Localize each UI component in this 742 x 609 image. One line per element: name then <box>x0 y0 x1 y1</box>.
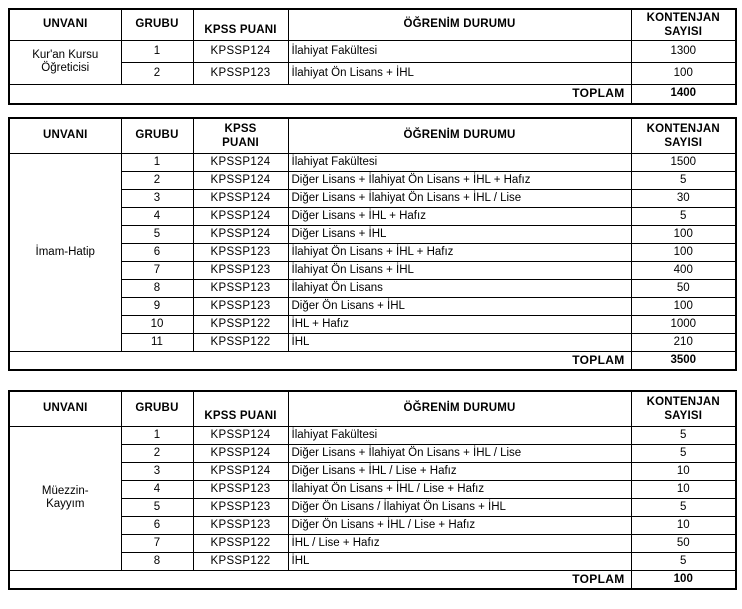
ogrenim-durumu-cell: İlahiyat Fakültesi <box>288 153 631 171</box>
ogrenim-durumu-cell: İlahiyat Ön Lisans <box>288 279 631 297</box>
kontenjan-sayisi-cell: 5 <box>631 444 736 462</box>
kontenjan-header-line-2: SAYISI <box>664 136 703 149</box>
kontenjan-header-line-1: KONTENJAN <box>646 395 720 408</box>
kpss-puani-cell: KPSSP122 <box>193 315 288 333</box>
grubu-cell: 5 <box>121 225 193 243</box>
kpss-puani-cell: KPSSP123 <box>193 261 288 279</box>
table-row <box>9 153 736 171</box>
table-section-muezzin-kayyim <box>8 390 735 590</box>
ogrenim-durumu-cell: Diğer Lisans + İHL + Hafız <box>288 207 631 225</box>
kpss-puani-cell: KPSSP122 <box>193 534 288 552</box>
ogrenim-durumu-cell: Diğer Lisans + İlahiyat Ön Lisans + İHL + Hafız <box>288 171 631 189</box>
unvani-line-2: Kayyım <box>46 498 85 510</box>
grubu-cell: 1 <box>121 40 193 62</box>
column-header-kpss-puani: KPSS PUANI <box>193 391 288 426</box>
kpss-puani-cell: KPSSP124 <box>193 153 288 171</box>
kontenjan-sayisi-cell: 5 <box>631 426 736 444</box>
grubu-cell: 4 <box>121 207 193 225</box>
kpss-puani-cell: KPSSP123 <box>193 279 288 297</box>
kontenjan-sayisi-cell: 100 <box>631 62 736 84</box>
table-row <box>9 40 736 62</box>
column-header-unvani: UNVANI <box>9 9 121 40</box>
kontenjan-header-line-1: KONTENJAN <box>646 11 720 24</box>
grubu-cell: 6 <box>121 243 193 261</box>
ogrenim-durumu-cell: Diğer Lisans + İlahiyat Ön Lisans + İHL / Lise <box>288 189 631 207</box>
kontenjan-sayisi-cell: 10 <box>631 462 736 480</box>
unvani-line-1: İmam-Hatip <box>35 245 95 258</box>
kontenjan-sayisi-cell: 1300 <box>631 40 736 62</box>
ogrenim-durumu-cell: İlahiyat Ön Lisans + İHL / Lise + Hafız <box>288 480 631 498</box>
column-header-kontenjan-sayisi <box>631 118 736 153</box>
kpss-header-line-2: PUANI <box>222 136 259 149</box>
kontenjan-sayisi-cell: 100 <box>631 243 736 261</box>
ogrenim-durumu-cell: İlahiyat Fakültesi <box>288 426 631 444</box>
grubu-cell: 4 <box>121 480 193 498</box>
unvani-cell <box>9 40 121 84</box>
grubu-cell: 5 <box>121 498 193 516</box>
total-value: 100 <box>631 570 736 589</box>
table-body <box>9 153 736 370</box>
ogrenim-durumu-cell: Diğer Lisans + İHL <box>288 225 631 243</box>
kpss-table-2 <box>8 117 737 371</box>
ogrenim-durumu-cell: İHL <box>288 552 631 570</box>
kpss-puani-cell: KPSSP123 <box>193 297 288 315</box>
unvani-cell <box>9 153 121 351</box>
ogrenim-durumu-cell: İHL / Lise + Hafız <box>288 534 631 552</box>
grubu-cell: 7 <box>121 261 193 279</box>
kontenjan-sayisi-cell: 50 <box>631 279 736 297</box>
kpss-puani-cell: KPSSP123 <box>193 498 288 516</box>
kontenjan-sayisi-cell: 5 <box>631 498 736 516</box>
unvani-line-1: Kur'an Kursu <box>32 49 99 62</box>
grubu-cell: 2 <box>121 62 193 84</box>
kpss-puani-cell: KPSSP123 <box>193 243 288 261</box>
grubu-cell: 7 <box>121 534 193 552</box>
grubu-cell: 2 <box>121 444 193 462</box>
ogrenim-durumu-cell: Diğer Lisans + İlahiyat Ön Lisans + İHL / Lise <box>288 444 631 462</box>
table-section-kuran-kursu-ogreticisi <box>8 8 735 105</box>
grubu-cell: 6 <box>121 516 193 534</box>
kpss-puani-cell: KPSSP123 <box>193 516 288 534</box>
kpss-puani-cell: KPSSP124 <box>193 444 288 462</box>
table-body <box>9 426 736 589</box>
table-header-row <box>9 118 736 153</box>
grubu-cell: 8 <box>121 552 193 570</box>
table-header-row <box>9 9 736 40</box>
kontenjan-header-line-2: SAYISI <box>664 25 703 38</box>
kontenjan-sayisi-cell: 100 <box>631 225 736 243</box>
grubu-cell: 1 <box>121 153 193 171</box>
kontenjan-sayisi-cell: 5 <box>631 207 736 225</box>
kpss-puani-cell: KPSSP122 <box>193 333 288 351</box>
kpss-header-line-1: KPSS <box>224 122 257 135</box>
ogrenim-durumu-cell: İlahiyat Ön Lisans + İHL + Hafız <box>288 243 631 261</box>
column-header-grubu: GRUBU <box>121 9 193 40</box>
table-body <box>9 40 736 104</box>
kpss-puani-cell: KPSSP124 <box>193 171 288 189</box>
kontenjan-sayisi-cell: 10 <box>631 516 736 534</box>
ogrenim-durumu-cell: Diğer Ön Lisans + İHL / Lise + Hafız <box>288 516 631 534</box>
total-value: 1400 <box>631 84 736 104</box>
column-header-kontenjan-sayisi <box>631 9 736 40</box>
column-header-kpss-puani: KPSS PUANI <box>193 9 288 40</box>
grubu-cell: 3 <box>121 189 193 207</box>
table-header-row <box>9 391 736 426</box>
ogrenim-durumu-cell: İlahiyat Ön Lisans + İHL <box>288 62 631 84</box>
grubu-cell: 8 <box>121 279 193 297</box>
column-header-ogrenim-durumu: ÖĞRENİM DURUMU <box>288 118 631 153</box>
grubu-cell: 2 <box>121 171 193 189</box>
kontenjan-header-line-1: KONTENJAN <box>646 122 720 135</box>
kpss-puani-cell: KPSSP124 <box>193 189 288 207</box>
table-section-imam-hatip <box>8 117 735 371</box>
total-row <box>9 84 736 104</box>
unvani-cell <box>9 426 121 570</box>
kontenjan-header-line-2: SAYISI <box>664 409 703 422</box>
kpss-puani-cell: KPSSP123 <box>193 62 288 84</box>
kontenjan-sayisi-cell: 5 <box>631 552 736 570</box>
ogrenim-durumu-cell: İlahiyat Ön Lisans + İHL <box>288 261 631 279</box>
kpss-puani-cell: KPSSP124 <box>193 225 288 243</box>
column-header-unvani: UNVANI <box>9 118 121 153</box>
total-row <box>9 351 736 370</box>
kpss-puani-cell: KPSSP124 <box>193 40 288 62</box>
kpss-table-3 <box>8 390 737 590</box>
ogrenim-durumu-cell: İHL + Hafız <box>288 315 631 333</box>
ogrenim-durumu-cell: İlahiyat Fakültesi <box>288 40 631 62</box>
kontenjan-sayisi-cell: 30 <box>631 189 736 207</box>
grubu-cell: 1 <box>121 426 193 444</box>
unvani-line-1: Müezzin- <box>41 485 89 498</box>
column-header-kpss-puani <box>193 118 288 153</box>
kontenjan-sayisi-cell: 1000 <box>631 315 736 333</box>
kpss-puani-cell: KPSSP124 <box>193 207 288 225</box>
ogrenim-durumu-cell: Diğer Ön Lisans / İlahiyat Ön Lisans + İHL <box>288 498 631 516</box>
kontenjan-sayisi-cell: 210 <box>631 333 736 351</box>
total-label: TOPLAM <box>9 570 631 589</box>
kpss-puani-cell: KPSSP124 <box>193 426 288 444</box>
column-header-ogrenim-durumu: ÖĞRENİM DURUMU <box>288 391 631 426</box>
ogrenim-durumu-cell: Diğer Lisans + İHL / Lise + Hafız <box>288 462 631 480</box>
column-header-ogrenim-durumu: ÖĞRENİM DURUMU <box>288 9 631 40</box>
grubu-cell: 10 <box>121 315 193 333</box>
unvani-line-2: Öğreticisi <box>41 62 90 74</box>
kontenjan-sayisi-cell: 100 <box>631 297 736 315</box>
kpss-table-1 <box>8 8 737 105</box>
kontenjan-sayisi-cell: 400 <box>631 261 736 279</box>
ogrenim-durumu-cell: İHL <box>288 333 631 351</box>
total-value: 3500 <box>631 351 736 370</box>
kontenjan-sayisi-cell: 10 <box>631 480 736 498</box>
total-row <box>9 570 736 589</box>
grubu-cell: 11 <box>121 333 193 351</box>
column-header-grubu: GRUBU <box>121 118 193 153</box>
column-header-unvani: UNVANI <box>9 391 121 426</box>
total-label: TOPLAM <box>9 351 631 370</box>
grubu-cell: 3 <box>121 462 193 480</box>
column-header-kontenjan-sayisi <box>631 391 736 426</box>
kpss-puani-cell: KPSSP124 <box>193 462 288 480</box>
kontenjan-sayisi-cell: 5 <box>631 171 736 189</box>
kpss-puani-cell: KPSSP122 <box>193 552 288 570</box>
kontenjan-sayisi-cell: 1500 <box>631 153 736 171</box>
table-row <box>9 426 736 444</box>
grubu-cell: 9 <box>121 297 193 315</box>
column-header-grubu: GRUBU <box>121 391 193 426</box>
total-label: TOPLAM <box>9 84 631 104</box>
kpss-puani-cell: KPSSP123 <box>193 480 288 498</box>
ogrenim-durumu-cell: Diğer Ön Lisans + İHL <box>288 297 631 315</box>
kontenjan-sayisi-cell: 50 <box>631 534 736 552</box>
